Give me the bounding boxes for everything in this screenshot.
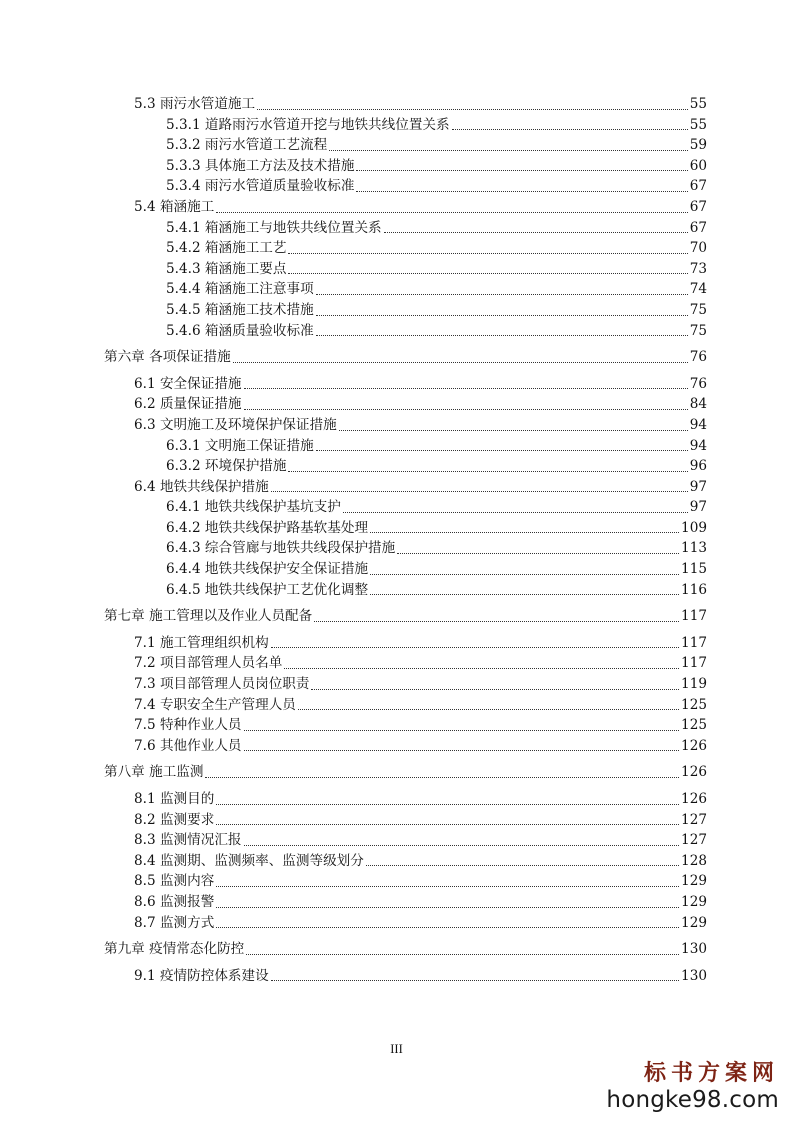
dot-leader <box>284 668 679 669</box>
toc-entry[interactable] <box>0 197 793 218</box>
toc-chapter-entry[interactable] <box>0 939 793 960</box>
toc-entry[interactable] <box>0 279 793 300</box>
toc-entry[interactable] <box>0 436 793 457</box>
toc-entry[interactable] <box>0 477 793 498</box>
toc-entry-label: 5.4.6 箱涵质量验收标准 <box>166 322 314 339</box>
table-of-contents <box>0 94 793 986</box>
dot-leader <box>216 804 679 805</box>
toc-entry-label: 7.4 专职安全生产管理人员 <box>134 696 296 713</box>
toc-entry-label: 5.4.5 箱涵施工技术措施 <box>166 301 314 318</box>
toc-entry-page: 73 <box>689 260 707 277</box>
dot-leader <box>288 273 687 274</box>
dot-leader <box>288 253 687 254</box>
dot-leader <box>257 109 688 110</box>
toc-entry[interactable] <box>0 456 793 477</box>
dot-leader <box>370 532 679 533</box>
toc-entry[interactable] <box>0 135 793 156</box>
toc-entry[interactable] <box>0 653 793 674</box>
toc-entry-label: 5.4 箱涵施工 <box>134 198 215 215</box>
toc-entry[interactable] <box>0 518 793 539</box>
toc-entry-label: 第六章 各项保证措施 <box>104 349 231 366</box>
dot-leader <box>343 512 688 513</box>
dot-leader <box>298 709 679 710</box>
dot-leader <box>314 621 679 622</box>
toc-entry[interactable] <box>0 789 793 810</box>
toc-entry-page: 127 <box>681 832 707 849</box>
dot-leader <box>316 294 688 295</box>
dot-leader <box>384 232 688 233</box>
toc-entry-page: 75 <box>689 301 707 318</box>
toc-entry[interactable] <box>0 538 793 559</box>
dot-leader <box>216 927 679 928</box>
dot-leader <box>452 129 688 130</box>
watermark-title: 标书方案网 <box>643 1061 779 1086</box>
dot-leader <box>246 954 679 955</box>
toc-entry-label: 6.4.3 综合管廊与地铁共线段保护措施 <box>166 540 396 557</box>
toc-entry-label: 5.4.1 箱涵施工与地铁共线位置关系 <box>166 219 382 236</box>
toc-entry-label: 8.6 监测报警 <box>134 893 215 910</box>
toc-entry-page: 94 <box>689 437 707 454</box>
toc-entry[interactable] <box>0 851 793 872</box>
toc-entry-page: 127 <box>681 811 707 828</box>
toc-entry[interactable] <box>0 115 793 136</box>
toc-entry-label: 6.4.5 地铁共线保护工艺优化调整 <box>166 581 369 598</box>
dot-leader <box>370 574 679 575</box>
toc-entry-page: 126 <box>681 791 707 807</box>
toc-entry-label: 8.4 监测期、监测频率、监测等级划分 <box>134 852 364 869</box>
dot-leader <box>244 730 680 731</box>
toc-entry[interactable] <box>0 830 793 851</box>
toc-entry[interactable] <box>0 497 793 518</box>
dot-leader <box>356 191 687 192</box>
toc-entry-page: 67 <box>689 198 707 215</box>
toc-entry-page: 115 <box>681 561 707 578</box>
toc-entry[interactable] <box>0 321 793 342</box>
toc-entry-page: 84 <box>689 396 707 413</box>
toc-entry-label: 7.2 项目部管理人员名单 <box>134 655 283 672</box>
toc-entry[interactable] <box>0 871 793 892</box>
watermark-url: hongke98.com <box>606 1087 779 1113</box>
toc-entry-page: 117 <box>681 655 707 672</box>
toc-entry-page: 126 <box>681 764 707 781</box>
dot-leader <box>216 907 679 908</box>
toc-entry-label: 8.5 监测内容 <box>134 873 215 890</box>
toc-entry-label: 8.7 监测方式 <box>134 914 215 931</box>
toc-entry[interactable] <box>0 415 793 436</box>
toc-entry-page: 113 <box>681 540 707 557</box>
toc-entry-label: 6.4 地铁共线保护措施 <box>134 478 269 495</box>
toc-chapter-entry[interactable] <box>0 762 793 783</box>
toc-entry[interactable] <box>0 394 793 415</box>
toc-entry-page: 67 <box>689 219 707 236</box>
toc-entry-label: 6.3.2 环境保护措施 <box>166 458 287 475</box>
toc-entry-page: 130 <box>681 967 707 984</box>
toc-entry-label: 第九章 疫情常态化防控 <box>104 941 245 958</box>
toc-entry-page: 60 <box>689 157 707 174</box>
dot-leader <box>329 150 687 151</box>
dot-leader <box>339 430 688 431</box>
toc-entry-page: 116 <box>681 581 707 598</box>
toc-entry-page: 126 <box>681 737 707 754</box>
watermark-logo <box>606 1063 779 1112</box>
toc-entry[interactable] <box>0 259 793 280</box>
toc-entry-label: 5.3.3 具体施工方法及技术措施 <box>166 157 355 174</box>
toc-entry-page: 97 <box>689 478 707 495</box>
toc-entry-page: 94 <box>689 416 707 433</box>
toc-entry-page: 117 <box>681 634 707 651</box>
toc-entry-page: 75 <box>689 322 707 339</box>
dot-leader <box>216 886 679 887</box>
toc-entry[interactable] <box>0 580 793 601</box>
toc-entry[interactable] <box>0 218 793 239</box>
toc-entry[interactable] <box>0 300 793 321</box>
toc-entry[interactable] <box>0 374 793 395</box>
toc-entry-page: 129 <box>681 893 707 910</box>
dot-leader <box>244 750 680 751</box>
toc-entry[interactable] <box>0 913 793 934</box>
toc-entry[interactable] <box>0 892 793 913</box>
toc-entry-label: 第七章 施工管理以及作业人员配备 <box>104 608 313 625</box>
toc-entry-label: 8.3 监测情况汇报 <box>134 832 242 849</box>
page-number: III <box>390 1042 403 1056</box>
dot-leader <box>271 647 679 648</box>
toc-entry[interactable] <box>0 736 793 757</box>
toc-entry-page: 67 <box>689 178 707 195</box>
toc-entry-label: 6.2 质量保证措施 <box>134 396 242 413</box>
toc-entry-label: 6.3.1 文明施工保证措施 <box>166 437 314 454</box>
toc-entry-page: 129 <box>681 873 707 890</box>
dot-leader <box>205 777 679 778</box>
dot-leader <box>356 170 687 171</box>
toc-entry-page: 55 <box>689 116 707 133</box>
toc-entry-label: 6.4.2 地铁共线保护路基软基处理 <box>166 519 369 536</box>
toc-entry[interactable] <box>0 559 793 580</box>
toc-entry[interactable] <box>0 674 793 695</box>
toc-entry-page: 55 <box>689 96 707 112</box>
dot-leader <box>316 315 688 316</box>
toc-entry-label: 6.4.4 地铁共线保护安全保证措施 <box>166 561 369 578</box>
dot-leader <box>216 212 687 213</box>
toc-entry-page: 129 <box>681 914 707 931</box>
dot-leader <box>316 335 688 336</box>
dot-leader <box>244 388 688 389</box>
dot-leader <box>271 491 688 492</box>
toc-entry[interactable] <box>0 238 793 259</box>
toc-entry[interactable] <box>0 695 793 716</box>
toc-entry[interactable] <box>0 176 793 197</box>
toc-chapter-entry[interactable] <box>0 347 793 368</box>
toc-entry-page: 109 <box>681 519 707 536</box>
toc-entry-label: 7.5 特种作业人员 <box>134 717 242 734</box>
toc-entry-label: 8.1 监测目的 <box>134 791 215 807</box>
toc-entry-page: 119 <box>681 676 707 693</box>
dot-leader <box>397 553 679 554</box>
toc-entry-label: 5.4.3 箱涵施工要点 <box>166 260 287 277</box>
dot-leader <box>216 824 679 825</box>
dot-leader <box>244 409 688 410</box>
toc-entry-label: 7.6 其他作业人员 <box>134 737 242 754</box>
toc-entry-label: 7.1 施工管理组织机构 <box>134 634 269 651</box>
toc-entry-page: 97 <box>689 499 707 516</box>
toc-entry-page: 76 <box>689 349 707 366</box>
dot-leader <box>271 980 679 981</box>
toc-entry-page: 59 <box>689 137 707 154</box>
toc-entry-page: 130 <box>681 941 707 958</box>
toc-entry-page: 117 <box>681 608 707 625</box>
toc-entry-label: 5.3.1 道路雨污水管道开挖与地铁共线位置关系 <box>166 116 450 133</box>
dot-leader <box>288 471 687 472</box>
toc-entry-page: 125 <box>681 717 707 734</box>
toc-entry-label: 9.1 疫情防控体系建设 <box>134 967 269 984</box>
toc-entry-label: 5.3.2 雨污水管道工艺流程 <box>166 137 328 154</box>
toc-entry-page: 74 <box>689 281 707 298</box>
toc-entry[interactable] <box>0 715 793 736</box>
toc-entry-label: 8.2 监测要求 <box>134 811 215 828</box>
toc-entry-page: 128 <box>681 852 707 869</box>
toc-entry-label: 6.3 文明施工及环境保护保证措施 <box>134 416 337 433</box>
toc-entry-page: 76 <box>689 375 707 392</box>
toc-entry[interactable] <box>0 156 793 177</box>
toc-entry-label: 5.4.4 箱涵施工注意事项 <box>166 281 314 298</box>
toc-entry-label: 6.4.1 地铁共线保护基坑支护 <box>166 499 341 516</box>
toc-entry-label: 5.3 雨污水管道施工 <box>134 96 256 112</box>
toc-chapter-entry[interactable] <box>0 606 793 627</box>
toc-entry[interactable] <box>0 94 793 115</box>
toc-entry[interactable] <box>0 810 793 831</box>
dot-leader <box>370 594 679 595</box>
dot-leader <box>244 845 680 846</box>
toc-entry-label: 7.3 项目部管理人员岗位职责 <box>134 676 310 693</box>
toc-entry-label: 5.3.4 雨污水管道质量验收标准 <box>166 178 355 195</box>
toc-entry-label: 6.1 安全保证措施 <box>134 375 242 392</box>
toc-entry-label: 第八章 施工监测 <box>104 764 204 781</box>
toc-entry[interactable] <box>0 966 793 987</box>
dot-leader <box>316 450 688 451</box>
toc-entry-page: 96 <box>689 458 707 475</box>
dot-leader <box>311 689 679 690</box>
toc-entry-page: 125 <box>681 696 707 713</box>
toc-entry[interactable] <box>0 633 793 654</box>
dot-leader <box>233 362 688 363</box>
toc-entry-page: 70 <box>689 240 707 257</box>
toc-entry-label: 5.4.2 箱涵施工工艺 <box>166 240 287 257</box>
dot-leader <box>366 865 679 866</box>
